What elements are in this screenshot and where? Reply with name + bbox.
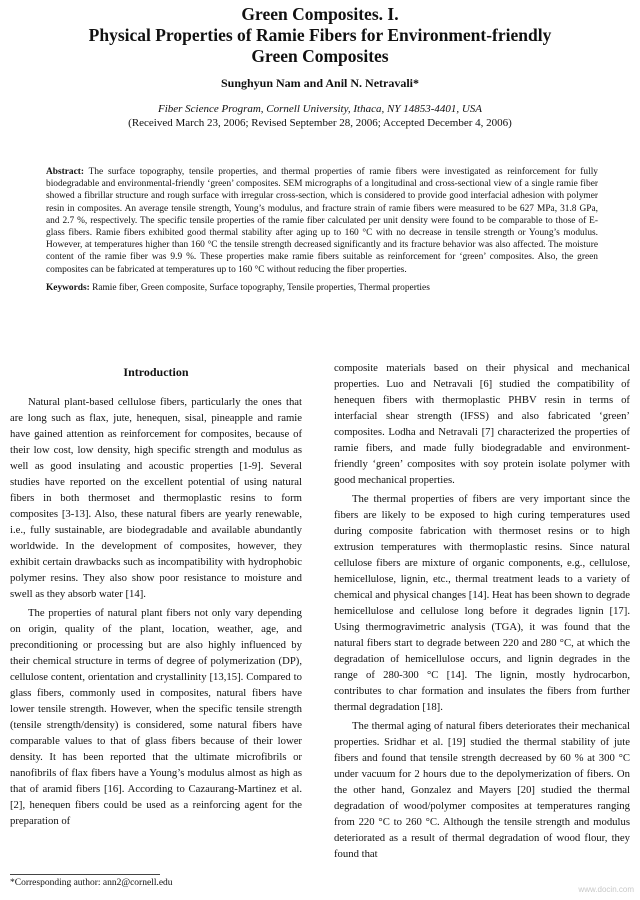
body-paragraph: The thermal aging of natural fibers deteriorates their mechanical properties. Sridhar et al. [19] studied the thermal stability of jute fibers and found that tensile strength decreased by 60 % at 300 °C under vacuum for 2 hours due to the depolymerization of fibers. On the other hand, Gonzalez and Mayers [20] studied the thermal degradation of wood/polymer composites at temperatures ranging from 220 °C to 260 °C. Although the tensile strength and modulus deteriorated as a result of thermal degradation of wood flour, they found that xyxy=(334,720,630,860)
body-paragraph: composite materials based on their physical and mechanical properties. Luo and Netravali [6] studied the compatibility of henequen fibers with thermoplastic PHBV resin in terms of interfacial shear strength (IFSS) and also fabricated ‘green’ composites. Lodha and Netravali [7] characterized the properties of ramie fibers, and made fully biodegradable and environment-friendly ‘green’ composites with soy protein isolate polymer with good mechanical properties. xyxy=(334,362,630,486)
right-column xyxy=(334,360,630,865)
paper-title-line-3: Green Composites xyxy=(251,46,389,66)
footnote-divider xyxy=(10,874,160,875)
paper-header xyxy=(0,4,640,130)
keywords-label: Keywords: xyxy=(46,282,90,293)
abstract-paragraph xyxy=(46,166,598,276)
keywords-line xyxy=(46,282,598,294)
abstract-section xyxy=(46,166,598,294)
received-dates: (Received March 23, 2006; Revised September 28, 2006; Accepted December 4, 2006) xyxy=(128,117,512,129)
body-paragraph: The thermal properties of fibers are very important since the fibers are likely to be exposed to high curing temperatures used during composite fabrication with thermoset resins or to high extrusion temperatures with thermoplastic resins. Since natural cellulose fibers are mixture of organic components, e.g., cellulose, hemicellulose, lignin, etc., thermal treatment leads to a variety of chemical and physical changes [14]. Heat has been shown to degrade hemicellulose and cellulose long before it degrades lignin [17]. Using thermogravimetric analysis (TGA), it was found that the natural fibers start to degrade between 220 and 280 °C, at which the degradation of hemicellulose occurs, and lignin degrades in the range of 280-300 °C [14]. The lignin, mostly hydrocarbon, contributes to char formation and insulates the fibers from further thermal degradation [18]. xyxy=(334,493,630,713)
paper-title-line-1: Green Composites. I. xyxy=(241,4,399,24)
keywords-text: Ramie fiber, Green composite, Surface topography, Tensile properties, Thermal properties xyxy=(92,282,430,293)
corresponding-author-footnote: *Corresponding author: ann2@cornell.edu xyxy=(10,878,173,888)
body-paragraph: The properties of natural plant fibers not only vary depending on origin, quality of the plant, location, weather, age, and preconditioning or processing but are also highly influenced by their chemical structure in terms of degree of polymerization (DP), cellulose content, orientation and crystallinity [13,15]. Compared to glass fibers, commonly used in composites, natural fibers have lower tensile strength. However, when the specific tensile strength (tensile strength/density) is considered, some natural fibers have comparable values to that of glass fibers because of their lower density. It has been reported that the ultimate microfibrils or nanofibrils of flax fibers have a Young’s modulus almost as high as that of aramid fibers [16]. According to Cazaurang-Martinez et al. [2], henequen fibers could be used as a reinforcing agent for the preparation of xyxy=(10,607,302,827)
abstract-label: Abstract: xyxy=(46,167,85,177)
abstract-text: The surface topography, tensile properties, and thermal properties of ramie fibers were investigated as reinforcement for fully biodegradable and environmental-friendly ‘green’ composites. SEM micrographs of a longitudinal and cross-sectional view of a single ramie fiber showed a fibrillar structure and rough surface with irregular cross-section, which is considered to provide good interfacial adhesion with polymer resin in composites. An average tensile strength, Young’s modulus, and fracture strain of ramie fibers were measured to be 627 MPa, 31.8 GPa, and 2.7 %, respectively. The specific tensile properties of the ramie fiber calculated per unit density were found to be comparable to those of E-glass fibers. Ramie fibers exhibited good thermal stability after aging up to 160 °C with no decrease in tensile strength or Young’s modulus. However, at temperatures higher than 160 °C the tensile strength decreased significantly and its fracture behavior was also affected. The moisture content of the ramie fiber was 9.9 %. These properties make ramie fibers suitable as reinforcement for ‘green’ composites. Also, the green composites can be fabricated at temperatures up to 160 °C without reducing the fiber properties. xyxy=(46,167,598,275)
author-affiliation: Fiber Science Program, Cornell University, Ithaca, NY 14853-4401, USA xyxy=(157,103,483,115)
paper-title-line-2: Physical Properties of Ramie Fibers for Environment-friendly xyxy=(88,25,552,45)
left-column xyxy=(10,364,302,832)
body-paragraph: Natural plant-based cellulose fibers, particularly the ones that are long such as flax, jute, henequen, sisal, pineapple and ramie have gained attention as reinforcement for composites, because of their low cost, low density, high specific strength and modulus as well as good insulating and acoustic properties [1-9]. Several studies have reported on the excellent potential of using natural fibers in both thermoset and thermoplastic resins to form composites [3-13]. Also, these natural fibers are yearly renewable, i.e., fully sustainable, are biodegradable and available abundantly worldwide. In the development of composites, however, they exhibit certain drawbacks such as incompatibility with hydrophobic polymer resins. They also show poor resistance to moisture and swell as they absorb water [14]. xyxy=(10,396,302,600)
section-heading-introduction: Introduction xyxy=(123,365,189,379)
paper-authors: Sunghyun Nam and Anil N. Netravali* xyxy=(220,76,420,90)
watermark: www.docin.com xyxy=(578,885,634,894)
